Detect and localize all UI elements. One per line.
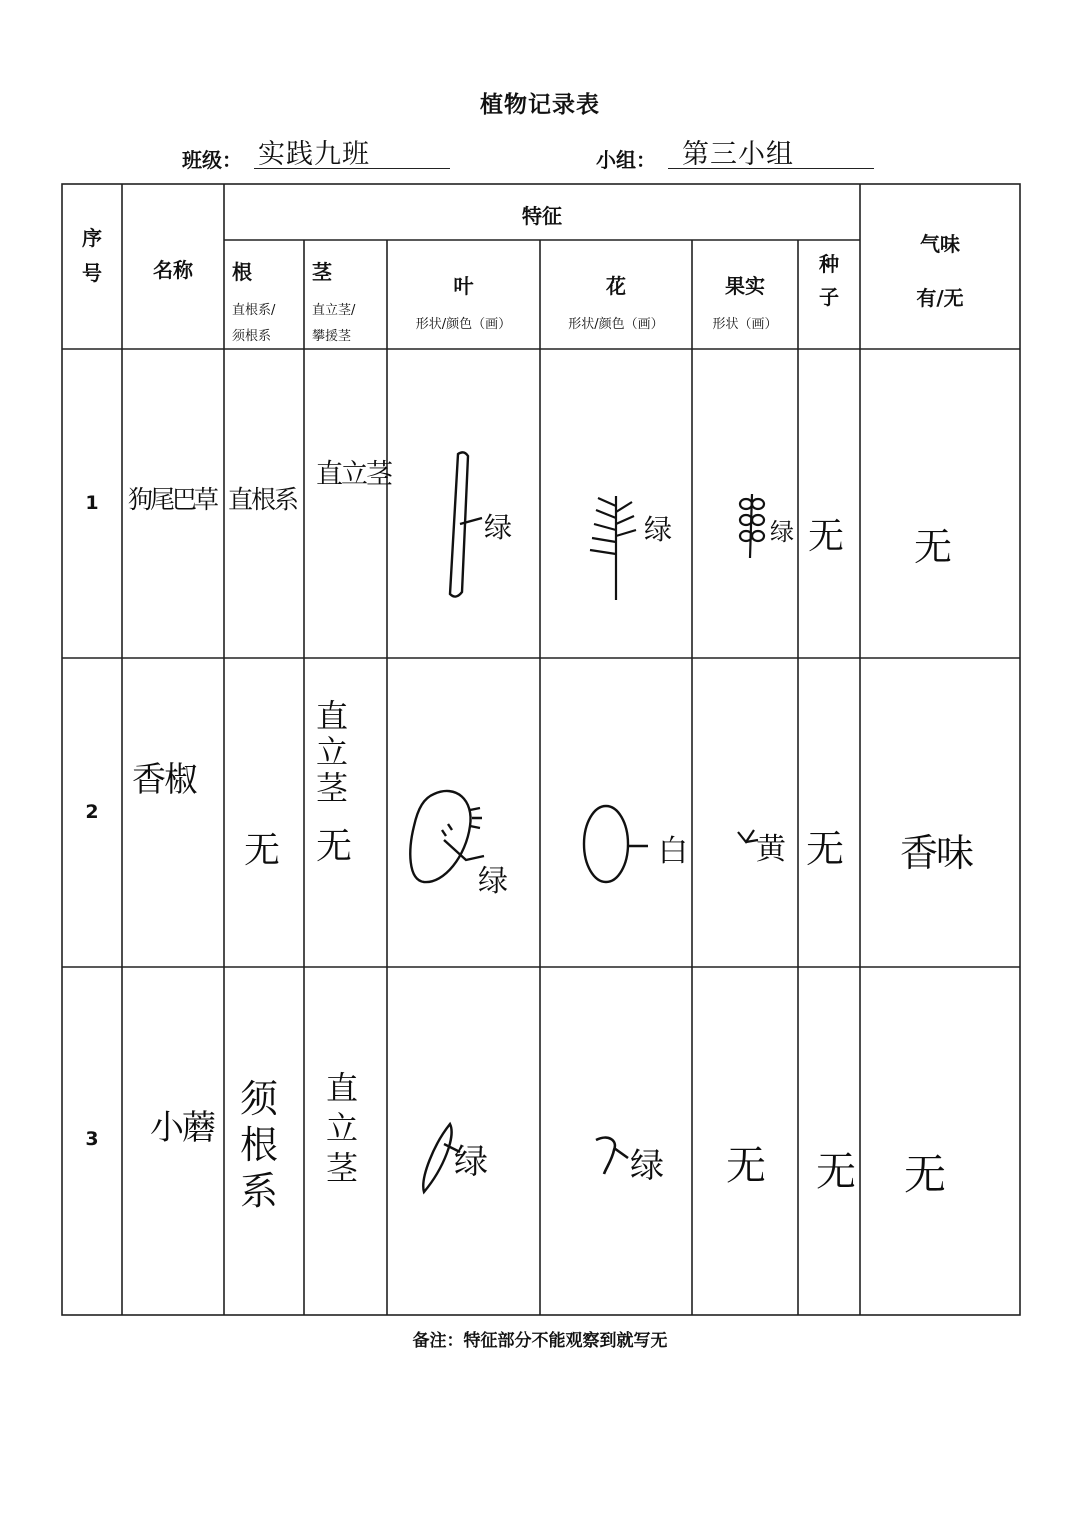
row-3-root-char-2: 根 (240, 1123, 279, 1167)
header-seed-char-1: 种 (819, 252, 839, 276)
row-2-seed: 无 (806, 827, 845, 871)
header-root-sub (232, 298, 275, 350)
row-1-leaf-drawing (420, 440, 530, 610)
header-root-sub-1: 直根系/ (232, 303, 276, 318)
header-fruit: 果实 (725, 274, 765, 298)
row-3-flower-color: 绿 (630, 1146, 664, 1186)
header-flower: 花 (606, 274, 626, 298)
row-2-root: 无 (244, 830, 281, 871)
row-1-seed: 无 (808, 516, 845, 557)
row-1-fruit-drawing (734, 490, 774, 562)
header-seed-char-2: 子 (819, 285, 839, 309)
row-1-leaf-color: 绿 (484, 511, 513, 544)
row-3-stem (326, 1068, 358, 1188)
row-1-root: 直根系 (228, 485, 298, 514)
row-2-stem-char-3: 茎 (316, 769, 349, 807)
row-3-stem-char-3: 茎 (326, 1149, 359, 1187)
header-leaf-sub: 形状/颜色（画） (415, 317, 512, 332)
row-2-leaf-color: 绿 (478, 864, 508, 899)
row-3-smell: 无 (904, 1150, 947, 1199)
row-3-fruit: 无 (726, 1143, 766, 1189)
row-1-stem: 直立茎 (316, 459, 391, 490)
header-leaf: 叶 (453, 274, 474, 298)
class-value: 实践九班 (258, 139, 370, 170)
header-fruit-sub: 形状（画） (712, 317, 778, 332)
row-3-stem-char-1: 直 (326, 1069, 359, 1107)
header-root-sub-2: 须根系 (232, 329, 272, 344)
header-smell: 气味 (920, 232, 960, 256)
row-2-smell: 香味 (900, 831, 973, 875)
header-stem: 茎 (312, 260, 332, 284)
row-3-index: 3 (85, 1128, 99, 1150)
row-3-root-char-3: 系 (240, 1169, 279, 1213)
row-3-root (240, 1076, 278, 1214)
row-1-smell: 无 (914, 525, 953, 569)
form-title: 植物记录表 (480, 92, 600, 118)
row-2-flower-drawing (578, 800, 664, 890)
group-value: 第三小组 (682, 139, 794, 170)
row-2-stem-char-1: 直 (316, 697, 349, 735)
row-2-stem (316, 698, 348, 806)
group-label: 小组： (596, 148, 656, 172)
header-root: 根 (232, 260, 252, 284)
header-index (62, 228, 122, 284)
row-2-index: 2 (85, 801, 99, 823)
header-smell-sub: 有/无 (916, 286, 964, 310)
header-features: 特征 (522, 204, 562, 228)
row-2-stem-extra: 无 (316, 826, 353, 867)
footnote: 备注：特征部分不能观察到就写无 (412, 1331, 668, 1351)
header-index-char-1: 序 (82, 226, 102, 250)
row-2-stem-char-2: 立 (316, 733, 349, 771)
row-1-index: 1 (85, 492, 99, 514)
row-2-name: 香椒 (132, 760, 196, 800)
header-seed (798, 254, 860, 308)
row-2-fruit-color: 黄 (756, 832, 786, 867)
header-stem-sub-2: 攀援茎 (312, 329, 352, 344)
row-1-fruit-color: 绿 (770, 518, 794, 546)
class-label: 班级： (182, 148, 242, 172)
header-index-char-2: 号 (82, 261, 102, 285)
header-stem-sub (312, 298, 355, 350)
row-3-root-char-1: 须 (240, 1077, 279, 1121)
row-3-seed: 无 (816, 1149, 856, 1195)
header-stem-sub-1: 直立茎/ (312, 303, 356, 318)
row-1-flower-color: 绿 (644, 513, 673, 546)
row-1-name: 狗尾巴草 (128, 485, 217, 514)
row-3-name: 小蘑 (150, 1108, 214, 1148)
header-flower-sub: 形状/颜色（画） (568, 317, 664, 332)
row-2-flower-color: 白 (658, 834, 688, 869)
header-name: 名称 (153, 258, 193, 282)
row-3-stem-char-2: 立 (326, 1109, 359, 1147)
row-3-leaf-color: 绿 (454, 1142, 488, 1182)
